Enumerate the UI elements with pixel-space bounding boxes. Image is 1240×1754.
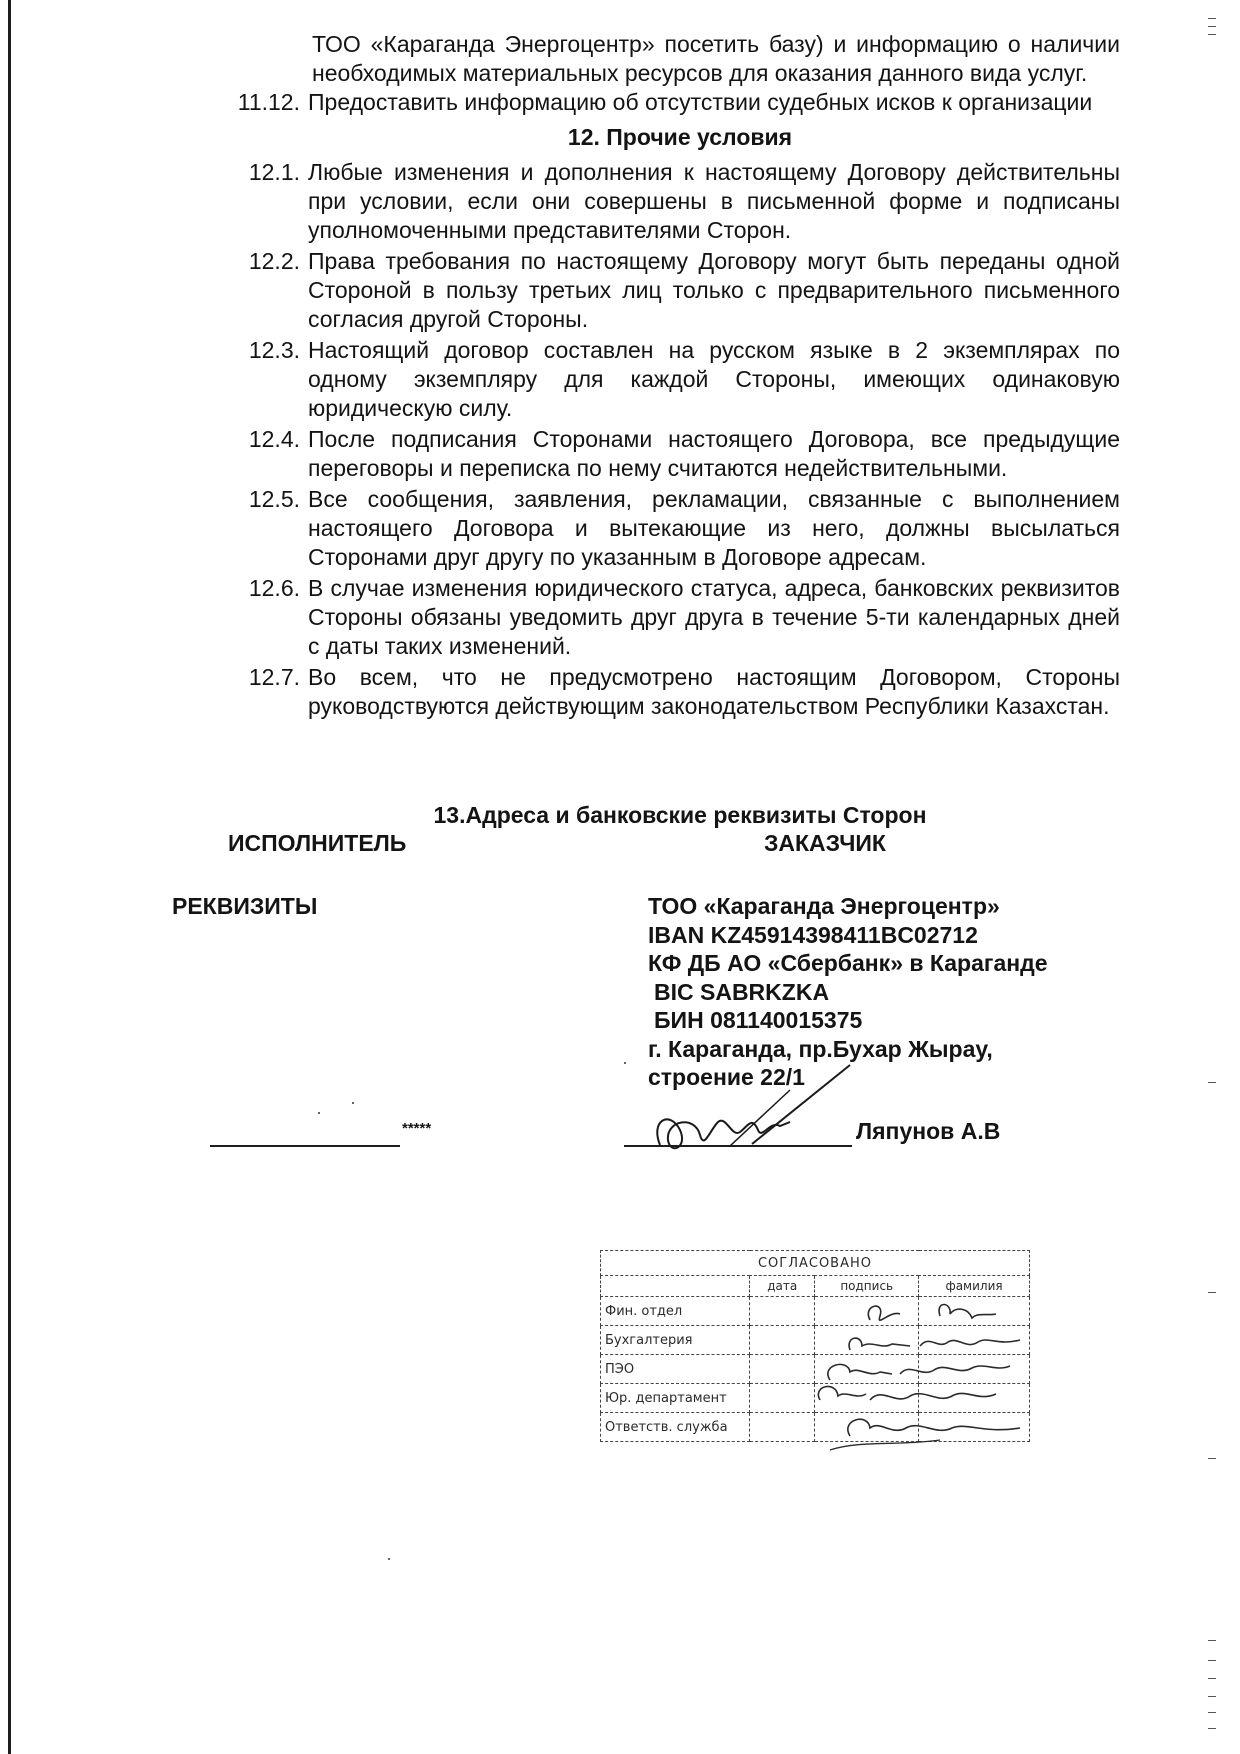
clause-number: 12.7. (248, 664, 300, 690)
approval-row-label: Юр. департамент (601, 1384, 750, 1413)
customer-label: ЗАКАЗЧИК (764, 830, 886, 856)
clause-text: После подписания Сторонами настоящего Договора, все предыдущие переговоры и переписка по нему считаются недействительными. (308, 426, 1120, 481)
table-row (601, 1413, 1030, 1442)
clause-text: Настоящий договор составлен на русском языке в 2 экземплярах по одному экземпляру для каждой Стороны, имеющих одинаковую юридическую силу. (308, 337, 1120, 421)
document-body (237, 30, 1120, 723)
section-13-heading: 13.Адреса и банковские реквизиты Сторон (433, 802, 927, 828)
clause-text: Все сообщения, заявления, рекламации, связанные с выполнением настоящего Договора и вытекающие из него, должны высылаться Сторонами друг другу по указанным в Договоре адресам. (308, 486, 1120, 570)
clause-12-1 (240, 158, 1120, 245)
clause-text: В случае изменения юридического статуса, адреса, банковских реквизитов Стороны обязаны уведомить друг друга в течение 5-ти календарных дней с даты таких изменений. (308, 575, 1120, 659)
clause-text: Во всем, что не предусмотрено настоящим Договором, Стороны руководствуются действующим законодательством Республики Казахстан. (308, 664, 1120, 719)
clause-text: Права требования по настоящему Договору могут быть переданы одной Стороной в пользу третьих лиц только с предварительного письменного согласия другой Стороны. (308, 248, 1120, 332)
intro-continuation: ТОО «Караганда Энергоцентр» посетить базу) и информацию о наличии необходимых материальных ресурсов для оказания данного вида услуг. (312, 31, 1120, 86)
section-12-heading: 12. Прочие условия (567, 124, 793, 150)
executor-sign-mark: ***** (402, 1120, 432, 1137)
approval-header-surname: фамилия (919, 1276, 1030, 1297)
clause-number: 12.4. (248, 426, 300, 452)
clause-12-3 (240, 336, 1120, 423)
approval-stamp (600, 1250, 1030, 1468)
customer-bank: КФ ДБ АО «Сбербанк» в Караганде (648, 950, 1048, 976)
clause-number: 12.3. (248, 337, 300, 363)
customer-signer-name: Ляпунов А.В (856, 1118, 1001, 1144)
clause-number: 12.6. (248, 575, 300, 601)
table-row (601, 1384, 1030, 1413)
approval-row-label: ПЭО (601, 1355, 750, 1384)
customer-name: ТОО «Караганда Энергоцентр» (648, 893, 1000, 919)
customer-address-line2: строение 22/1 (648, 1064, 805, 1090)
approval-row-label: Бухгалтерия (601, 1326, 750, 1355)
approval-header-signature: подпись (815, 1276, 919, 1297)
clause-12-5 (240, 485, 1120, 572)
executor-label: ИСПОЛНИТЕЛЬ (228, 830, 407, 856)
scan-speck (624, 1062, 626, 1064)
table-row (601, 1326, 1030, 1355)
scan-speck (388, 1558, 390, 1560)
clause-12-7 (240, 663, 1120, 721)
clause-text: Предоставить информацию об отсутствии судебных исков к организации (308, 89, 1093, 115)
table-row (601, 1355, 1030, 1384)
clause-12-6 (240, 574, 1120, 661)
clause-text: Любые изменения и дополнения к настоящему Договору действительны при условии, если они совершены в письменной форме и подписаны уполномоченными представителями Сторон. (308, 159, 1120, 243)
clause-number: 11.12. (237, 89, 300, 115)
table-row (601, 1297, 1030, 1326)
approval-table (600, 1250, 1030, 1442)
executor-signature-line (210, 1145, 400, 1147)
approval-row-label: Фин. отдел (601, 1297, 750, 1326)
page-edge (8, 0, 11, 1754)
clause-11-12 (237, 88, 1120, 117)
approval-header-blank (601, 1276, 750, 1297)
clause-12-4 (240, 425, 1120, 483)
customer-bic: BIC SABRKZKA (654, 978, 830, 1005)
customer-address-line1: г. Караганда, пр.Бухар Жырау, (648, 1035, 993, 1062)
handwritten-signature (640, 1060, 860, 1170)
clause-number: 12.1. (248, 159, 300, 185)
approval-row-label: Ответств. служба (601, 1413, 750, 1442)
scan-speck (352, 1102, 354, 1104)
customer-iban: IBAN KZ45914398411BC02712 (648, 921, 978, 948)
clause-number: 12.5. (248, 486, 300, 512)
customer-bin: БИН 081140015375 (654, 1007, 863, 1033)
approval-header-date: дата (750, 1276, 815, 1297)
scan-marks (1208, 0, 1218, 1754)
clause-number: 12.2. (248, 248, 300, 274)
approval-title: СОГЛАСОВАНО (601, 1251, 1030, 1276)
clause-12-2 (240, 247, 1120, 334)
scan-speck (318, 1112, 320, 1114)
executor-details: РЕКВИЗИТЫ (172, 893, 318, 919)
